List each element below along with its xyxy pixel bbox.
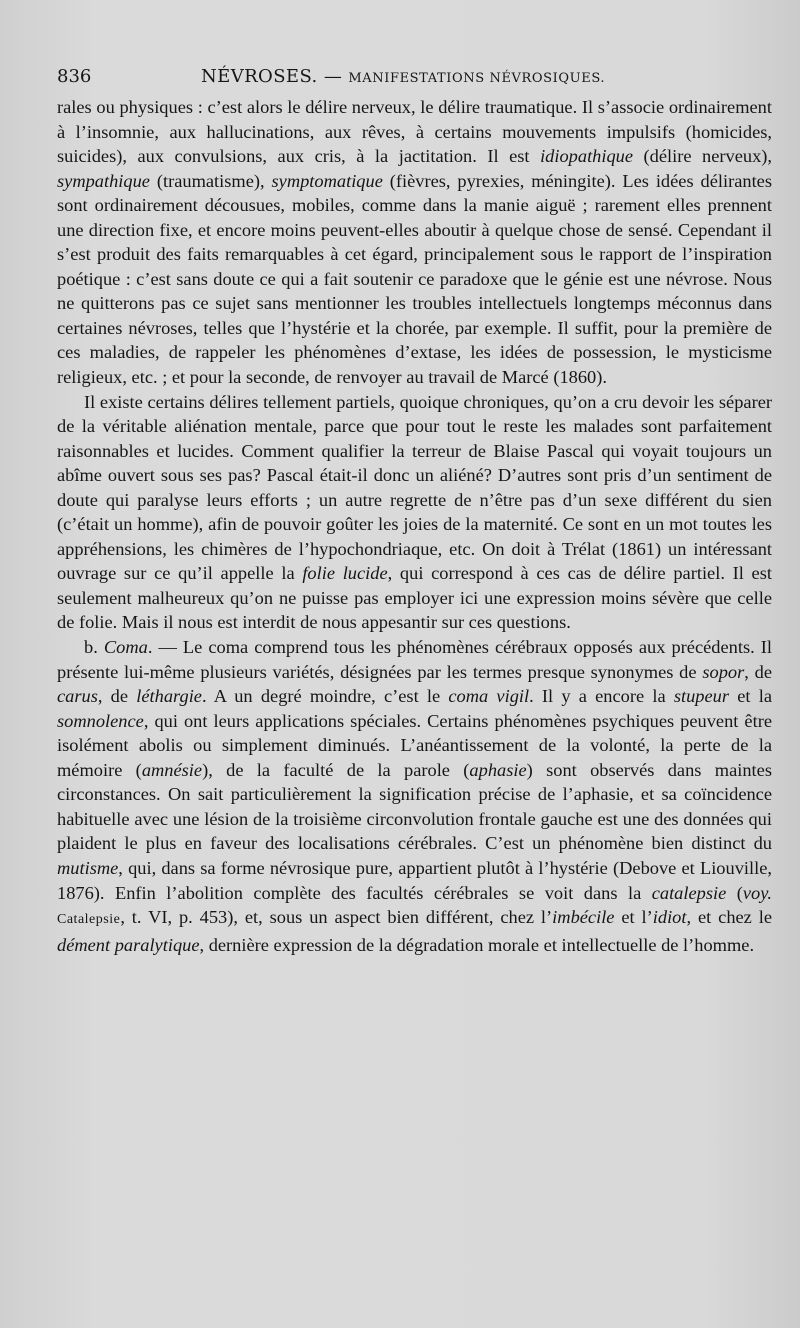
paragraph-coma: b. Coma. — Le coma comprend tous les phénomènes cérébraux opposés aux précédents. Il présente lui-même plusieurs variétés, désignées par les termes presque synonymes de sopor, de carus, de léthargie. A un degré moindre, c’est le coma vigil. Il y a encore la stupeur et la somnolence, qui ont leurs applications spéciales. Certains phénomènes psychiques peuvent être isolément abolis ou simplement diminués. L’anéantissement de la volonté, la perte de la mémoire (amnésie), de la faculté de la parole (aphasie) sont observés dans maintes circonstances. On sait particulièrement la signification précise de l’aphasie, et sa coïncidence habituelle avec une lésion de la troisième circonvolution frontale gauche est une des données qui plaident le plus en faveur des localisations cérébrales. C’est un phénomène bien distinct du mutisme, qui, dans sa forme névrosique pure, appartient plutôt à l’hystérie (Debove et Liouville, 1876). Enfin l’abolition complète des facultés cérébrales se voit dans la catalepsie (voy. Catalepsie, t. VI, p. 453), et, sous un aspect bien différent, chez l’imbécile et l’idiot, et chez le dément paralytique, dernière expression de la dégradation morale et intellectuelle de l’homme. (57, 637, 773, 955)
body-text (57, 95, 772, 957)
running-head-separator: — (323, 66, 343, 87)
paragraph-delire-continuation: rales ou physiques : c’est alors le délire nerveux, le délire traumatique. Il s’associe ordinairement à l’insomnie, aux hallucinations, aux rêves, à certains mouvements impulsifs (homicides, suicides), aux convulsions, aux cris, à la jactitation. Il est idiopathique (délire nerveux), sympathique (traumatisme), symptomatique (fièvres, pyrexies, méningite). Les idées délirantes sont ordinairement décousues, mobiles, comme dans la manie aiguë ; rarement elles prennent une direction fixe, et encore moins peuvent-elles aboutir à quelque chose de sensé. Cependant il s’est produit des faits remarquables à cet égard, principalement sous le rapport de l’inspiration poétique : c’est sans doute ce qui a fait soutenir ce paradoxe que le génie est une névrose. Nous ne quitterons pas ce sujet sans mentionner les troubles intellectuels longtemps méconnus dans certaines névroses, telles que l’hystérie et la chorée, par exemple. Il suffit, pour la première de ces maladies, de rappeler les phénomènes d’extase, les idées de possession, le mysticisme religieux, etc. ; et pour la seconde, de renvoyer au travail de Marcé (1860). (57, 97, 772, 388)
page-number: 836 (57, 66, 92, 87)
running-head (201, 66, 605, 87)
paragraph-delires-partiels: Il existe certains délires tellement partiels, quoique chroniques, qu’on a cru devoir les séparer de la véritable aliénation mentale, parce que pour tout le reste les malades sont parfaitement raisonnables et lucides. Comment qualifier la terreur de Blaise Pascal qui voyait toujours un abîme ouvert sous ses pas? Pascal était-il donc un aliéné? D’autres sont pris d’un sentiment de doute qui paralyse leurs efforts ; un autre regrette de n’être pas d’un sexe différent du sien (c’était un homme), afin de pouvoir goûter les joies de la maternité. Ce sont en un mot toutes les appréhensions, les chimères de l’hypochondriaque, etc. On doit à Trélat (1861) un intéressant ouvrage sur ce qu’il appelle la folie lucide, qui correspond à ces cas de délire partiel. Il est seulement malheureux qu’on ne puisse pas employer ici une expression moins sévère que celle de folie. Mais il nous est interdit de nous appesantir sur ces questions. (57, 391, 772, 633)
page-header (57, 66, 772, 87)
running-head-title: NÉVROSES. (201, 66, 318, 87)
running-head-subtitle: MANIFESTATIONS NÉVROSIQUES. (348, 71, 606, 86)
